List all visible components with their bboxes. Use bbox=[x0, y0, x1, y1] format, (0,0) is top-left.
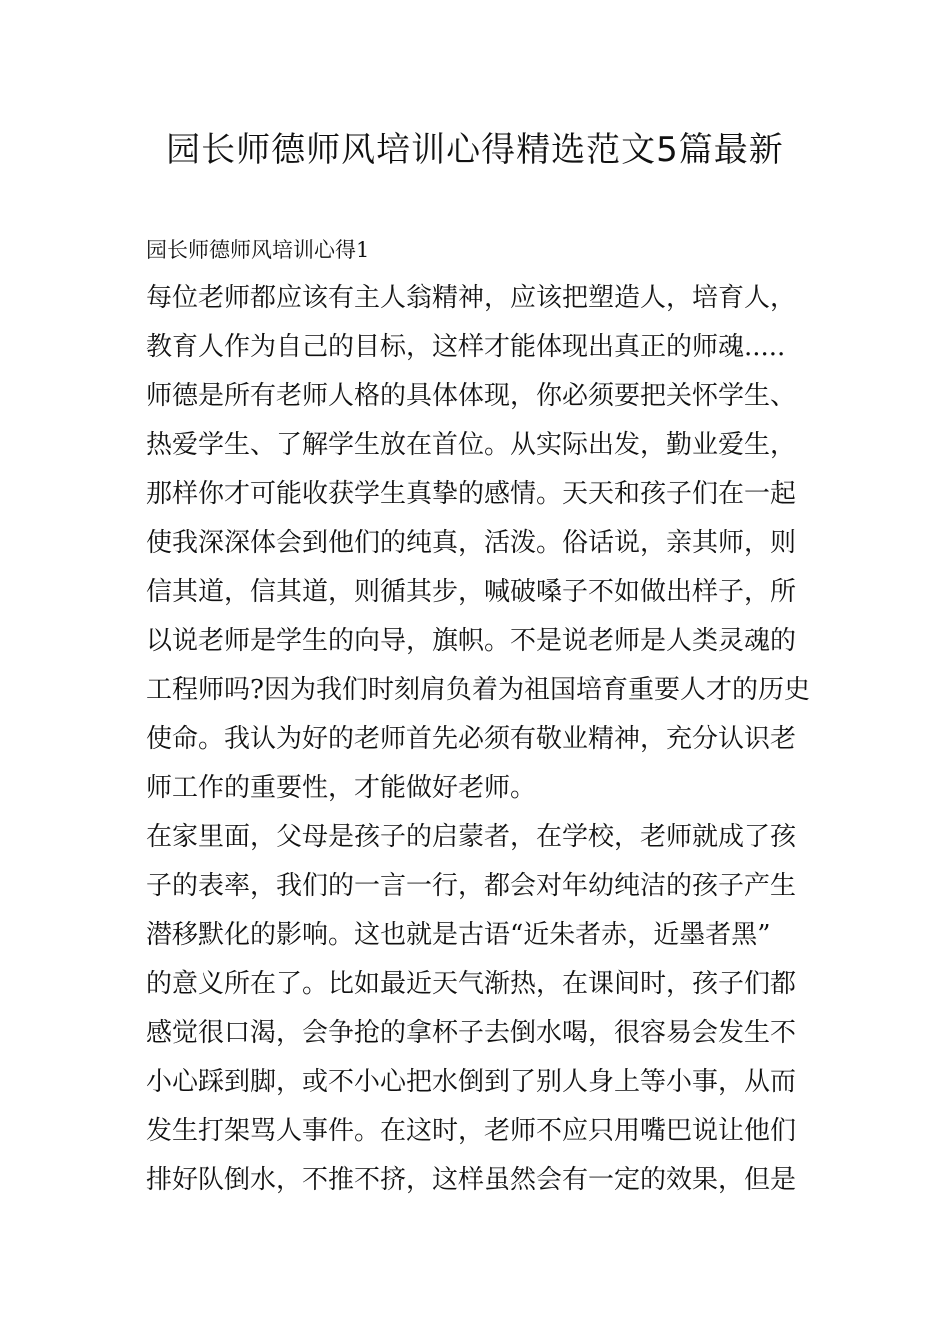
text-line: 师工作的重要性，才能做好老师。 bbox=[146, 773, 537, 803]
section-heading: 园长师德师风培训心得1 bbox=[146, 238, 370, 262]
text-line: 那样你才可能收获学生真挚的感情。天天和孩子们在一起 bbox=[146, 479, 797, 509]
text-line: 在家里面，父母是孩子的启蒙者，在学校，老师就成了孩 bbox=[146, 822, 797, 852]
text-line: 的意义所在了。比如最近天气渐热，在课间时，孩子们都 bbox=[146, 969, 797, 999]
document-title: 园长师德师风培训心得精选范文5篇最新 bbox=[166, 130, 784, 170]
text-line: 排好队倒水，不推不挤，这样虽然会有一定的效果，但是 bbox=[146, 1165, 797, 1195]
text-line: 使我深深体会到他们的纯真，活泼。俗话说，亲其师，则 bbox=[146, 528, 797, 558]
text-line: 感觉很口渴，会争抢的拿杯子去倒水喝，很容易会发生不 bbox=[146, 1018, 797, 1048]
paragraph-lines bbox=[146, 274, 810, 1205]
text-line: 以说老师是学生的向导，旗帜。不是说老师是人类灵魂的 bbox=[146, 626, 797, 656]
text-line: 工程师吗?因为我们时刻肩负着为祖国培育重要人才的历史 bbox=[146, 675, 810, 705]
text-line: 发生打架骂人事件。在这时，老师不应只用嘴巴说让他们 bbox=[146, 1116, 797, 1146]
text-line: 教育人作为自己的目标，这样才能体现出真正的师魂..... bbox=[146, 332, 786, 362]
text-line: 使命。我认为好的老师首先必须有敬业精神，充分认识老 bbox=[146, 724, 797, 754]
text-line: 热爱学生、了解学生放在首位。从实际出发，勤业爱生， bbox=[146, 430, 797, 460]
text-line: 信其道，信其道，则循其步，喊破嗓子不如做出样子，所 bbox=[146, 577, 797, 607]
document-body bbox=[146, 226, 810, 1205]
text-line: 潜移默化的影响。这也就是古语“近朱者赤，近墨者黑” bbox=[146, 920, 771, 950]
text-line: 子的表率，我们的一言一行，都会对年幼纯洁的孩子产生 bbox=[146, 871, 797, 901]
text-line: 每位老师都应该有主人翁精神，应该把塑造人，培育人， bbox=[146, 283, 797, 313]
text-line: 师德是所有老师人格的具体体现，你必须要把关怀学生、 bbox=[146, 381, 797, 411]
text-line: 小心踩到脚，或不小心把水倒到了别人身上等小事，从而 bbox=[146, 1067, 797, 1097]
